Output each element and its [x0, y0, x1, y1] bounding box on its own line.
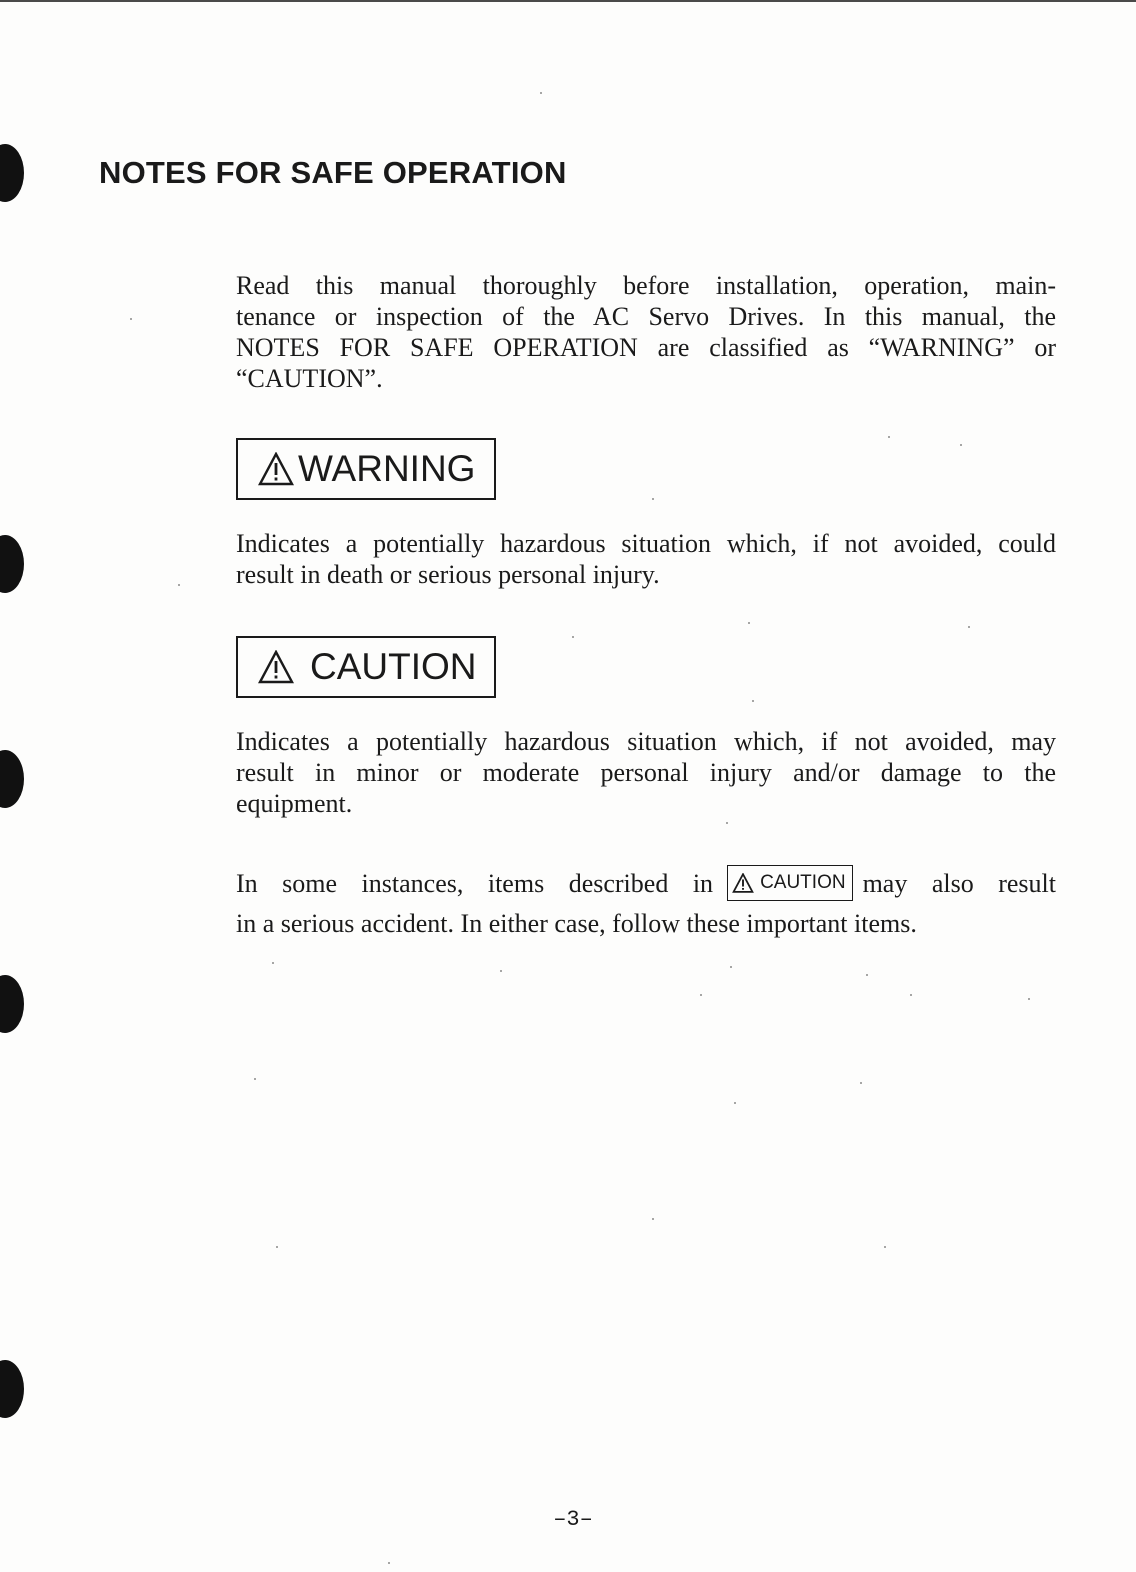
- page-number: –3–: [553, 1507, 593, 1532]
- caution-line: equipment.: [236, 789, 353, 818]
- page-heading: NOTES FOR SAFE OPERATION: [99, 155, 567, 190]
- scan-speck: [726, 822, 728, 824]
- scan-speck: [884, 1246, 886, 1248]
- scan-speck: [734, 1102, 736, 1104]
- warning-description: [236, 528, 1056, 590]
- scan-speck: [540, 92, 542, 94]
- caution-label-box: [236, 636, 496, 698]
- intro-paragraph: [236, 270, 1056, 394]
- caution-description: [236, 726, 1056, 819]
- closing-line: [236, 864, 1056, 904]
- scan-speck: [700, 994, 702, 996]
- scan-speck: [1028, 998, 1030, 1000]
- scan-speck: [960, 444, 962, 446]
- binder-punch-hole: [0, 144, 24, 202]
- scan-speck: [968, 626, 970, 628]
- warning-label-box: [236, 438, 496, 500]
- scan-speck: [388, 1562, 390, 1564]
- scan-speck: [866, 974, 868, 976]
- scan-speck: [730, 966, 732, 968]
- binder-punch-hole: [0, 750, 24, 808]
- scan-speck: [752, 700, 754, 702]
- warning-triangle-icon: [258, 452, 294, 486]
- warning-label-text: WARNING: [298, 448, 476, 489]
- closing-paragraph: [236, 864, 1056, 944]
- scan-speck: [910, 994, 912, 996]
- intro-line: NOTES FOR SAFE OPERATION are classified as “WARNING” or: [236, 333, 1056, 362]
- scan-speck: [652, 498, 654, 500]
- scan-speck: [500, 970, 502, 972]
- intro-line: Read this manual thoroughly before installation, operation, main-: [236, 271, 1056, 300]
- binder-punch-hole: [0, 1360, 24, 1418]
- intro-line: “CAUTION”.: [236, 364, 383, 393]
- inline-caution-label: [727, 865, 853, 901]
- closing-text: In some instances, items described in: [236, 869, 714, 898]
- caution-label-text: CAUTION: [310, 646, 477, 687]
- warning-line: Indicates a potentially hazardous situation which, if not avoided, could: [236, 529, 1056, 558]
- scan-speck: [130, 318, 132, 320]
- scan-speck: [572, 636, 574, 638]
- scan-speck: [254, 1078, 256, 1080]
- closing-text: may also result: [862, 869, 1056, 898]
- scan-speck: [888, 436, 890, 438]
- caution-line: result in minor or moderate personal injury and/or damage to the: [236, 758, 1056, 787]
- closing-line: in a serious accident. In either case, follow these important items.: [236, 909, 917, 939]
- intro-line: tenance or inspection of the AC Servo Drives. In this manual, the: [236, 302, 1056, 331]
- scan-speck: [178, 584, 180, 586]
- scan-speck: [272, 962, 274, 964]
- binder-punch-hole: [0, 535, 24, 593]
- scan-speck: [860, 1082, 862, 1084]
- scan-speck: [276, 1246, 278, 1248]
- warning-triangle-icon: [258, 650, 294, 684]
- inline-caution-text: CAUTION: [760, 872, 846, 894]
- scan-speck: [748, 622, 750, 624]
- top-border-line: [0, 0, 1136, 2]
- warning-line: result in death or serious personal injury.: [236, 560, 660, 589]
- caution-line: Indicates a potentially hazardous situation which, if not avoided, may: [236, 727, 1056, 756]
- binder-punch-hole: [0, 975, 24, 1033]
- scan-speck: [652, 1218, 654, 1220]
- warning-triangle-icon: [732, 873, 754, 893]
